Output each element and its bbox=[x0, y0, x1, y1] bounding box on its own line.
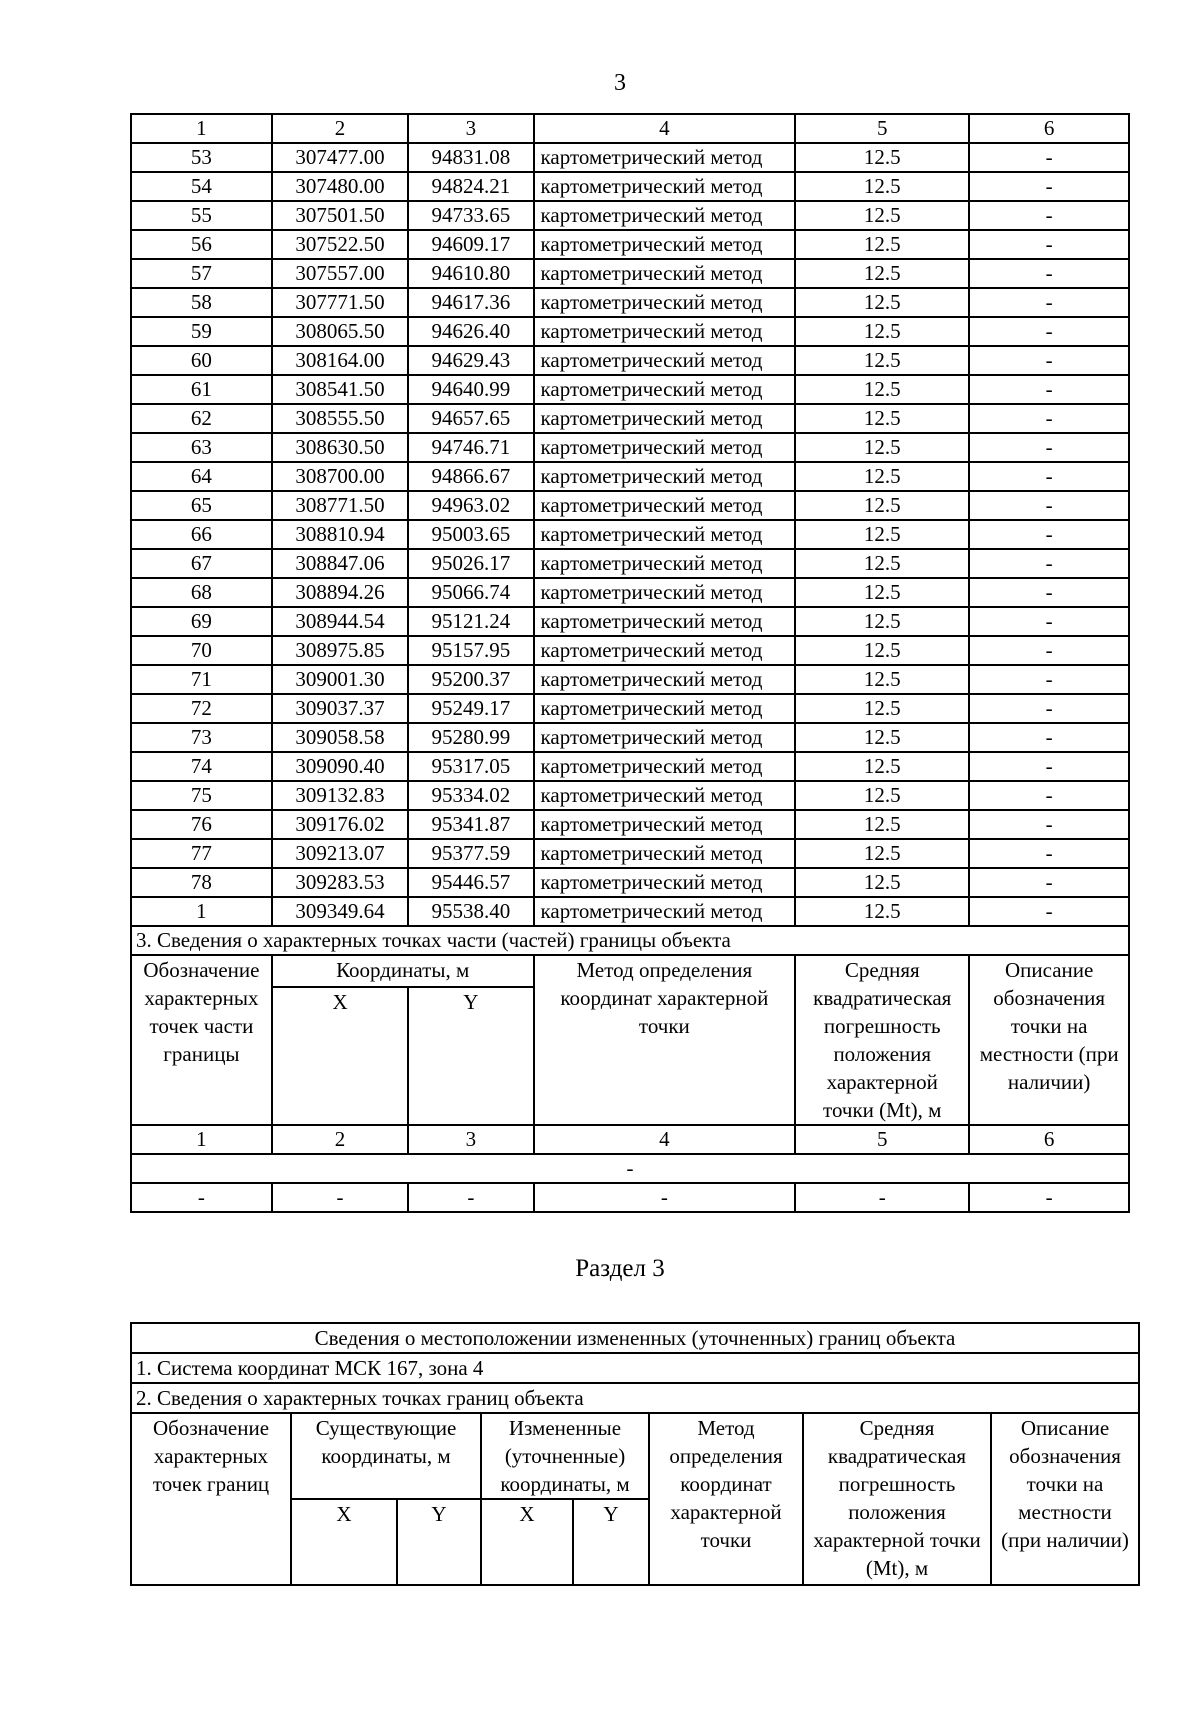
table-cell: 309176.02 bbox=[272, 810, 408, 839]
table-cell: 77 bbox=[131, 839, 272, 868]
dash-row bbox=[131, 1183, 1129, 1212]
table-cell: 95377.59 bbox=[408, 839, 533, 868]
table-row bbox=[131, 810, 1129, 839]
table-cell: 55 bbox=[131, 201, 272, 230]
col-num: 3 bbox=[408, 114, 533, 143]
coordinates-table-body bbox=[131, 114, 1129, 926]
table-cell: 12.5 bbox=[795, 839, 969, 868]
table-cell: 94629.43 bbox=[408, 346, 533, 375]
header-description: Описание обозначения точки на местности (при наличии) bbox=[991, 1413, 1139, 1585]
table-cell: картометрический метод bbox=[534, 201, 796, 230]
table-cell: 308555.50 bbox=[272, 404, 408, 433]
table-cell: 12.5 bbox=[795, 781, 969, 810]
section3-title: 3. Сведения о характерных точках части (частей) границы объекта bbox=[131, 926, 1129, 955]
table-cell: 94626.40 bbox=[408, 317, 533, 346]
table-cell: 62 bbox=[131, 404, 272, 433]
table-cell: картометрический метод bbox=[534, 317, 796, 346]
table-cell: 95066.74 bbox=[408, 578, 533, 607]
table-cell: 95446.57 bbox=[408, 868, 533, 897]
table-cell: картометрический метод bbox=[534, 172, 796, 201]
header-existing-x: X bbox=[291, 1499, 397, 1585]
table-row bbox=[131, 665, 1129, 694]
table-cell: 12.5 bbox=[795, 491, 969, 520]
dash-cell: - bbox=[272, 1183, 408, 1212]
table-cell: - bbox=[969, 752, 1129, 781]
table-cell: 12.5 bbox=[795, 433, 969, 462]
table-cell: 94617.36 bbox=[408, 288, 533, 317]
table-cell: 308065.50 bbox=[272, 317, 408, 346]
table-cell: 95341.87 bbox=[408, 810, 533, 839]
table-cell: 95249.17 bbox=[408, 694, 533, 723]
table-cell: 309037.37 bbox=[272, 694, 408, 723]
table-cell: картометрический метод bbox=[534, 723, 796, 752]
table-cell: 12.5 bbox=[795, 462, 969, 491]
table-cell: 309058.58 bbox=[272, 723, 408, 752]
table-cell: 309090.40 bbox=[272, 752, 408, 781]
table-cell: 95026.17 bbox=[408, 549, 533, 578]
table-cell: 307557.00 bbox=[272, 259, 408, 288]
table-cell: 94746.71 bbox=[408, 433, 533, 462]
table-cell: - bbox=[969, 143, 1129, 172]
table-cell: 75 bbox=[131, 781, 272, 810]
table-cell: картометрический метод bbox=[534, 839, 796, 868]
table-cell: 309349.64 bbox=[272, 897, 408, 926]
table-cell: картометрический метод bbox=[534, 404, 796, 433]
table-cell: 308944.54 bbox=[272, 607, 408, 636]
col-num: 2 bbox=[272, 1125, 408, 1154]
table-cell: 74 bbox=[131, 752, 272, 781]
column-number-row bbox=[131, 114, 1129, 143]
table-cell: 71 bbox=[131, 665, 272, 694]
table-cell: картометрический метод bbox=[534, 694, 796, 723]
table-cell: 73 bbox=[131, 723, 272, 752]
table-cell: 12.5 bbox=[795, 897, 969, 926]
table-cell: 307501.50 bbox=[272, 201, 408, 230]
dash-cell: - bbox=[969, 1183, 1129, 1212]
table-cell: 95334.02 bbox=[408, 781, 533, 810]
table-cell: 72 bbox=[131, 694, 272, 723]
table-cell: картометрический метод bbox=[534, 578, 796, 607]
table-cell: - bbox=[969, 665, 1129, 694]
table-cell: 63 bbox=[131, 433, 272, 462]
page-number: 3 bbox=[614, 70, 626, 96]
table-cell: 12.5 bbox=[795, 346, 969, 375]
table-cell: - bbox=[969, 868, 1129, 897]
table-cell: 308771.50 bbox=[272, 491, 408, 520]
table-row bbox=[131, 172, 1129, 201]
header-changed-x: X bbox=[481, 1499, 573, 1585]
table-cell: 94610.80 bbox=[408, 259, 533, 288]
table-cell: картометрический метод bbox=[534, 636, 796, 665]
table-cell: картометрический метод bbox=[534, 346, 796, 375]
merged-dash-row: - bbox=[131, 1154, 1129, 1183]
table-cell: - bbox=[969, 607, 1129, 636]
table-cell: 54 bbox=[131, 172, 272, 201]
table-cell: 308164.00 bbox=[272, 346, 408, 375]
table-cell: - bbox=[969, 346, 1129, 375]
table-row bbox=[131, 491, 1129, 520]
table-row bbox=[131, 520, 1129, 549]
table-row bbox=[131, 462, 1129, 491]
table-cell: 12.5 bbox=[795, 607, 969, 636]
header-coordinates: Координаты, м bbox=[272, 955, 534, 987]
table-cell: 94824.21 bbox=[408, 172, 533, 201]
table-cell: - bbox=[969, 549, 1129, 578]
coordinates-table bbox=[130, 113, 1130, 1213]
header-error: Средняя квадратическая погрешность положения характерной точки (Mt), м bbox=[803, 1413, 991, 1585]
table-cell: - bbox=[969, 897, 1129, 926]
table-cell: картометрический метод bbox=[534, 143, 796, 172]
table-row bbox=[131, 607, 1129, 636]
table-cell: 12.5 bbox=[795, 143, 969, 172]
table2-title: Сведения о местоположении измененных (уточненных) границ объекта bbox=[131, 1323, 1139, 1353]
table-cell: - bbox=[969, 462, 1129, 491]
table-cell: 309132.83 bbox=[272, 781, 408, 810]
table-cell: картометрический метод bbox=[534, 897, 796, 926]
table-cell: 12.5 bbox=[795, 230, 969, 259]
table-cell: 308630.50 bbox=[272, 433, 408, 462]
header-description: Описание обозначения точки на местности (при наличии) bbox=[969, 955, 1129, 1125]
table-cell: - bbox=[969, 259, 1129, 288]
table-cell: - bbox=[969, 230, 1129, 259]
table-cell: картометрический метод bbox=[534, 288, 796, 317]
header-error: Средняя квадратическая погрешность положения характерной точки (Mt), м bbox=[795, 955, 969, 1125]
table-row bbox=[131, 433, 1129, 462]
table-cell: 308810.94 bbox=[272, 520, 408, 549]
table-cell: картометрический метод bbox=[534, 462, 796, 491]
table-row bbox=[131, 259, 1129, 288]
table-row bbox=[131, 636, 1129, 665]
table-cell: 64 bbox=[131, 462, 272, 491]
coordinate-system-row: 1. Система координат МСК 167, зона 4 bbox=[131, 1353, 1139, 1383]
table-cell: 308541.50 bbox=[272, 375, 408, 404]
table-cell: 1 bbox=[131, 897, 272, 926]
table-cell: 94640.99 bbox=[408, 375, 533, 404]
table-cell: - bbox=[969, 723, 1129, 752]
table-row bbox=[131, 317, 1129, 346]
header-y: Y bbox=[408, 987, 533, 1125]
table-cell: 67 bbox=[131, 549, 272, 578]
table-cell: картометрический метод bbox=[534, 549, 796, 578]
table-cell: 307480.00 bbox=[272, 172, 408, 201]
table-cell: 95538.40 bbox=[408, 897, 533, 926]
table-cell: картометрический метод bbox=[534, 491, 796, 520]
col-num: 6 bbox=[969, 114, 1129, 143]
col-num: 1 bbox=[131, 1125, 272, 1154]
dash-cell: - bbox=[408, 1183, 533, 1212]
table-cell: - bbox=[969, 491, 1129, 520]
col-num: 5 bbox=[795, 114, 969, 143]
table-cell: 94866.67 bbox=[408, 462, 533, 491]
table-cell: 12.5 bbox=[795, 810, 969, 839]
dash-cell: - bbox=[795, 1183, 969, 1212]
table-cell: 76 bbox=[131, 810, 272, 839]
table-cell: 94609.17 bbox=[408, 230, 533, 259]
header-changed-coords: Измененные (уточненные) координаты, м bbox=[481, 1413, 649, 1499]
table-cell: 12.5 bbox=[795, 549, 969, 578]
table-cell: 57 bbox=[131, 259, 272, 288]
col-num: 5 bbox=[795, 1125, 969, 1154]
table-row bbox=[131, 694, 1129, 723]
table-cell: картометрический метод bbox=[534, 665, 796, 694]
table-row bbox=[131, 578, 1129, 607]
table-cell: 78 bbox=[131, 868, 272, 897]
table-cell: - bbox=[969, 172, 1129, 201]
col-num: 6 bbox=[969, 1125, 1129, 1154]
table-cell: 95157.95 bbox=[408, 636, 533, 665]
table-cell: 307522.50 bbox=[272, 230, 408, 259]
header-existing-y: Y bbox=[397, 1499, 481, 1585]
table-cell: - bbox=[969, 810, 1129, 839]
header-method: Метод определения координат характерной точки bbox=[649, 1413, 803, 1585]
table-cell: - bbox=[969, 839, 1129, 868]
table-cell: 12.5 bbox=[795, 578, 969, 607]
table-cell: картометрический метод bbox=[534, 781, 796, 810]
table-cell: 308894.26 bbox=[272, 578, 408, 607]
table-cell: - bbox=[969, 636, 1129, 665]
table-cell: - bbox=[969, 433, 1129, 462]
table-cell: 308847.06 bbox=[272, 549, 408, 578]
table-cell: картометрический метод bbox=[534, 868, 796, 897]
table-cell: 59 bbox=[131, 317, 272, 346]
table-cell: 12.5 bbox=[795, 868, 969, 897]
table-cell: 308700.00 bbox=[272, 462, 408, 491]
table-cell: - bbox=[969, 694, 1129, 723]
table-cell: - bbox=[969, 520, 1129, 549]
table-cell: 12.5 bbox=[795, 752, 969, 781]
table-cell: 12.5 bbox=[795, 317, 969, 346]
table-cell: - bbox=[969, 578, 1129, 607]
table-cell: 95003.65 bbox=[408, 520, 533, 549]
table-cell: картометрический метод bbox=[534, 607, 796, 636]
table-row bbox=[131, 143, 1129, 172]
table-cell: 309213.07 bbox=[272, 839, 408, 868]
header-x: X bbox=[272, 987, 408, 1125]
header-designation: Обозначение характерных точек границ bbox=[131, 1413, 291, 1585]
table-cell: 53 bbox=[131, 143, 272, 172]
table-cell: 95121.24 bbox=[408, 607, 533, 636]
table-row bbox=[131, 375, 1129, 404]
col-num: 2 bbox=[272, 114, 408, 143]
boundary-points-row: 2. Сведения о характерных точках границ объекта bbox=[131, 1383, 1139, 1413]
table-cell: 12.5 bbox=[795, 404, 969, 433]
table-cell: 12.5 bbox=[795, 172, 969, 201]
table-row bbox=[131, 897, 1129, 926]
table-cell: 60 bbox=[131, 346, 272, 375]
table-cell: 94831.08 bbox=[408, 143, 533, 172]
table-cell: 12.5 bbox=[795, 636, 969, 665]
table-cell: 12.5 bbox=[795, 288, 969, 317]
table-cell: картометрический метод bbox=[534, 375, 796, 404]
col-num: 3 bbox=[408, 1125, 533, 1154]
table-cell: 307477.00 bbox=[272, 143, 408, 172]
table-cell: 12.5 bbox=[795, 723, 969, 752]
table-row bbox=[131, 868, 1129, 897]
table-cell: 12.5 bbox=[795, 694, 969, 723]
table-cell: - bbox=[969, 375, 1129, 404]
table-row bbox=[131, 839, 1129, 868]
column-number-row-2 bbox=[131, 1125, 1129, 1154]
table-cell: 95317.05 bbox=[408, 752, 533, 781]
dash-cell: - bbox=[534, 1183, 796, 1212]
table-cell: 61 bbox=[131, 375, 272, 404]
table-cell: 66 bbox=[131, 520, 272, 549]
table-cell: 65 bbox=[131, 491, 272, 520]
table-row bbox=[131, 288, 1129, 317]
table-cell: картометрический метод bbox=[534, 752, 796, 781]
table-row bbox=[131, 781, 1129, 810]
table-cell: - bbox=[969, 288, 1129, 317]
table-cell: 68 bbox=[131, 578, 272, 607]
table-cell: картометрический метод bbox=[534, 810, 796, 839]
table-cell: 12.5 bbox=[795, 375, 969, 404]
table-cell: - bbox=[969, 781, 1129, 810]
header-existing-coords: Существующие координаты, м bbox=[291, 1413, 481, 1499]
header-designation: Обозначение характерных точек части границы bbox=[131, 955, 272, 1125]
table-cell: 12.5 bbox=[795, 259, 969, 288]
table-cell: - bbox=[969, 317, 1129, 346]
table-cell: картометрический метод bbox=[534, 433, 796, 462]
dash-cell: - bbox=[131, 1183, 272, 1212]
table-cell: 12.5 bbox=[795, 201, 969, 230]
table-row bbox=[131, 723, 1129, 752]
table-cell: 95200.37 bbox=[408, 665, 533, 694]
table-cell: картометрический метод bbox=[534, 259, 796, 288]
table-cell: картометрический метод bbox=[534, 230, 796, 259]
header-method: Метод определения координат характерной точки bbox=[534, 955, 796, 1125]
col-num: 4 bbox=[534, 114, 796, 143]
table-cell: 309001.30 bbox=[272, 665, 408, 694]
table-cell: 94963.02 bbox=[408, 491, 533, 520]
table-row bbox=[131, 346, 1129, 375]
part-boundary-section bbox=[131, 926, 1129, 1212]
table-row bbox=[131, 201, 1129, 230]
table-cell: - bbox=[969, 201, 1129, 230]
section-title: Раздел 3 bbox=[575, 1255, 665, 1282]
table-row bbox=[131, 404, 1129, 433]
col-num: 1 bbox=[131, 114, 272, 143]
table-cell: - bbox=[969, 404, 1129, 433]
table-cell: 70 bbox=[131, 636, 272, 665]
table-row bbox=[131, 752, 1129, 781]
changed-boundaries-table bbox=[130, 1322, 1140, 1586]
table-cell: 12.5 bbox=[795, 665, 969, 694]
table-cell: 56 bbox=[131, 230, 272, 259]
table-row bbox=[131, 549, 1129, 578]
table-row bbox=[131, 230, 1129, 259]
table-cell: 58 bbox=[131, 288, 272, 317]
table-cell: 95280.99 bbox=[408, 723, 533, 752]
table-cell: 308975.85 bbox=[272, 636, 408, 665]
table-cell: 309283.53 bbox=[272, 868, 408, 897]
table-cell: 69 bbox=[131, 607, 272, 636]
table-cell: картометрический метод bbox=[534, 520, 796, 549]
table-cell: 94733.65 bbox=[408, 201, 533, 230]
header-changed-y: Y bbox=[573, 1499, 649, 1585]
table-cell: 307771.50 bbox=[272, 288, 408, 317]
col-num: 4 bbox=[534, 1125, 796, 1154]
table-cell: 94657.65 bbox=[408, 404, 533, 433]
table-cell: 12.5 bbox=[795, 520, 969, 549]
